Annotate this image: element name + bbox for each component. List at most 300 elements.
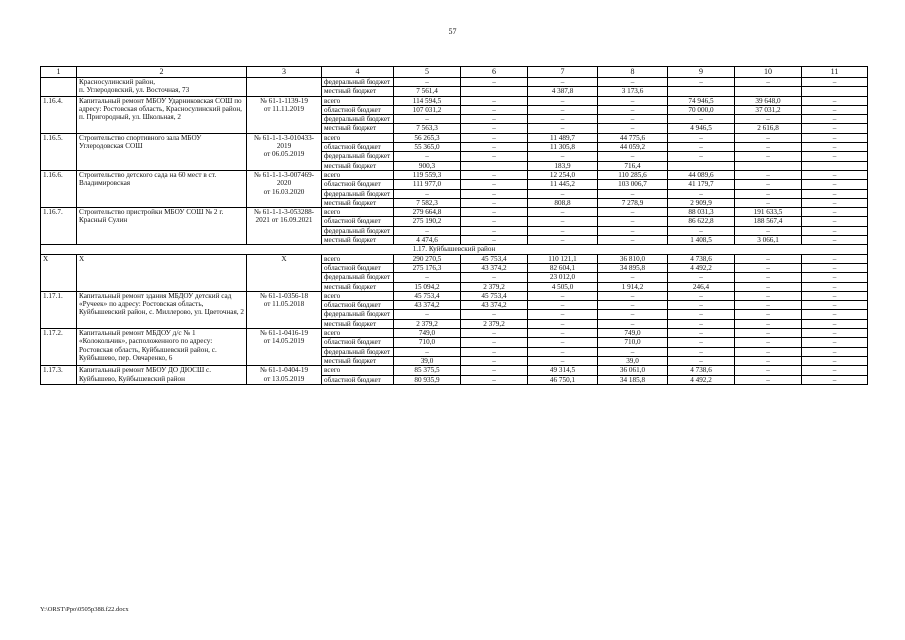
funding-source: всего (322, 133, 394, 142)
column-number-7: 7 (528, 67, 598, 78)
amount-cell: – (528, 347, 598, 356)
amount-cell: 44 775,6 (598, 133, 668, 142)
amount-cell: – (528, 236, 598, 245)
amount-cell: – (598, 273, 668, 282)
amount-cell: – (802, 347, 868, 356)
funding-source: всего (322, 96, 394, 105)
amount-cell: – (394, 347, 461, 356)
amount-cell: – (598, 291, 668, 300)
amount-cell: 290 270,5 (394, 254, 461, 263)
amount-cell (668, 161, 735, 170)
amount-cell: – (598, 124, 668, 133)
amount-cell: – (598, 226, 668, 235)
item-number: Х (41, 254, 77, 291)
amount-cell: 43 374,2 (461, 263, 528, 272)
amount-cell: 85 375,5 (394, 366, 461, 375)
funding-source: всего (322, 208, 394, 217)
amount-cell: – (461, 105, 528, 114)
section-title: 1.17. Куйбышевский район (41, 245, 868, 254)
amount-cell: – (598, 115, 668, 124)
item-name: Капитальный ремонт МБОУ ДО ДЮСШ с. Куйбышево, Куйбышевский район (77, 366, 247, 385)
amount-cell: – (598, 301, 668, 310)
funding-source: местный бюджет (322, 87, 394, 96)
amount-cell: 4 505,0 (528, 282, 598, 291)
amount-cell: – (735, 189, 802, 198)
amount-cell: – (528, 217, 598, 226)
table-row (41, 96, 868, 105)
funding-source: федеральный бюджет (322, 310, 394, 319)
table-row (41, 254, 868, 263)
amount-cell: 43 374,2 (394, 301, 461, 310)
amount-cell: – (802, 170, 868, 179)
amount-cell: – (802, 133, 868, 142)
amount-cell: 34 895,8 (598, 263, 668, 272)
amount-cell: – (394, 310, 461, 319)
amount-cell: – (528, 226, 598, 235)
item-document: № 61-1-1-3-007469-2020 от 16.03.2020 (247, 170, 322, 207)
amount-cell: – (802, 310, 868, 319)
amount-cell: – (394, 115, 461, 124)
amount-cell: – (528, 96, 598, 105)
item-number (41, 78, 77, 97)
funding-source: всего (322, 329, 394, 338)
amount-cell: – (735, 301, 802, 310)
amount-cell: 716,4 (598, 161, 668, 170)
funding-source: местный бюджет (322, 236, 394, 245)
amount-cell: – (802, 208, 868, 217)
amount-cell: 49 314,5 (528, 366, 598, 375)
amount-cell: 110 121,1 (528, 254, 598, 263)
amount-cell: 2 379,2 (461, 282, 528, 291)
table-row (41, 78, 868, 87)
funding-source: федеральный бюджет (322, 273, 394, 282)
amount-cell: 275 176,3 (394, 263, 461, 272)
amount-cell: 808,8 (528, 198, 598, 207)
item-name: Красносулинский район, п. Углеродовский, ул. Восточная, 73 (77, 78, 247, 97)
amount-cell: – (461, 189, 528, 198)
amount-cell: – (802, 105, 868, 114)
amount-cell: 1 914,2 (598, 282, 668, 291)
amount-cell: – (668, 310, 735, 319)
item-name: Капитальный ремонт МБОУ Ударниковская СОШ по адресу: Ростовская область, Красносулинский район, п. Пригородный, ул. Школьная, 2 (77, 96, 247, 133)
amount-cell: – (735, 198, 802, 207)
item-document: № 61-1-1139-19 от 11.11.2019 (247, 96, 322, 133)
amount-cell: 110 285,6 (598, 170, 668, 179)
amount-cell: – (528, 189, 598, 198)
item-name: Строительство детского сада на 60 мест в ст. Владимировская (77, 170, 247, 207)
amount-cell: – (528, 338, 598, 347)
amount-cell: – (598, 152, 668, 161)
table-row (41, 329, 868, 338)
amount-cell: – (802, 301, 868, 310)
column-number-5: 5 (394, 67, 461, 78)
amount-cell: – (802, 78, 868, 87)
amount-cell: 34 185,8 (598, 375, 668, 384)
amount-cell: 80 935,9 (394, 375, 461, 384)
amount-cell: 183,9 (528, 161, 598, 170)
amount-cell: 45 753,4 (394, 291, 461, 300)
amount-cell: 7 563,3 (394, 124, 461, 133)
amount-cell: 2 379,2 (394, 319, 461, 328)
amount-cell: – (668, 273, 735, 282)
amount-cell: – (528, 152, 598, 161)
amount-cell (668, 87, 735, 96)
amount-cell: 12 254,0 (528, 170, 598, 179)
funding-source: областной бюджет (322, 180, 394, 189)
amount-cell: – (528, 291, 598, 300)
amount-cell: – (735, 282, 802, 291)
amount-cell: – (735, 273, 802, 282)
item-document: № 61-1-0356-18 от 11.05.2018 (247, 291, 322, 328)
amount-cell: 45 753,4 (461, 254, 528, 263)
amount-cell: – (528, 124, 598, 133)
amount-cell: – (802, 226, 868, 235)
amount-cell: 44 059,2 (598, 143, 668, 152)
amount-cell: 4 474,6 (394, 236, 461, 245)
funding-source: местный бюджет (322, 282, 394, 291)
item-name: Строительство спортивного зала МБОУ Углеродовская СОШ (77, 133, 247, 170)
amount-cell: – (735, 115, 802, 124)
amount-cell: – (735, 254, 802, 263)
item-number: 1.16.6. (41, 170, 77, 207)
column-number-9: 9 (668, 67, 735, 78)
table-row (41, 133, 868, 142)
funding-source: областной бюджет (322, 217, 394, 226)
amount-cell: – (461, 356, 528, 365)
amount-cell: – (528, 78, 598, 87)
amount-cell: 23 012,0 (528, 273, 598, 282)
amount-cell: 900,3 (394, 161, 461, 170)
amount-cell: 1 408,5 (668, 236, 735, 245)
table-header-row (41, 67, 868, 78)
amount-cell: – (735, 170, 802, 179)
column-number-6: 6 (461, 67, 528, 78)
amount-cell: – (802, 152, 868, 161)
amount-cell: – (735, 291, 802, 300)
amount-cell: 2 616,8 (735, 124, 802, 133)
amount-cell: – (598, 319, 668, 328)
amount-cell: 45 753,4 (461, 291, 528, 300)
funding-source: местный бюджет (322, 198, 394, 207)
amount-cell: 11 305,8 (528, 143, 598, 152)
amount-cell: – (598, 105, 668, 114)
amount-cell: – (802, 329, 868, 338)
funding-source: всего (322, 291, 394, 300)
amount-cell: 188 567,4 (735, 217, 802, 226)
amount-cell: – (668, 152, 735, 161)
amount-cell: – (528, 105, 598, 114)
amount-cell: – (461, 208, 528, 217)
amount-cell (802, 87, 868, 96)
amount-cell: – (461, 329, 528, 338)
amount-cell: – (735, 356, 802, 365)
amount-cell: – (802, 273, 868, 282)
funding-source: областной бюджет (322, 143, 394, 152)
amount-cell: 119 559,3 (394, 170, 461, 179)
amount-cell: – (802, 263, 868, 272)
amount-cell: – (802, 236, 868, 245)
amount-cell: 749,0 (394, 329, 461, 338)
amount-cell: 3 173,6 (598, 87, 668, 96)
column-number-4: 4 (322, 67, 394, 78)
amount-cell: – (735, 263, 802, 272)
amount-cell: – (802, 254, 868, 263)
item-number: 1.17.2. (41, 329, 77, 366)
amount-cell: – (735, 152, 802, 161)
amount-cell: – (528, 356, 598, 365)
amount-cell: – (394, 273, 461, 282)
amount-cell: – (394, 152, 461, 161)
amount-cell: 44 089,6 (668, 170, 735, 179)
amount-cell: 4 738,6 (668, 366, 735, 375)
funding-source: всего (322, 170, 394, 179)
amount-cell: – (802, 291, 868, 300)
amount-cell: – (528, 310, 598, 319)
amount-cell: – (802, 319, 868, 328)
amount-cell: – (735, 78, 802, 87)
funding-source: федеральный бюджет (322, 226, 394, 235)
amount-cell: 7 278,9 (598, 198, 668, 207)
file-path-footer: Y:\ORST\Ppo\0505p388.f22.docx (40, 606, 129, 613)
amount-cell: 4 492,2 (668, 263, 735, 272)
table-row (41, 291, 868, 300)
section-row (41, 245, 868, 254)
amount-cell: – (461, 180, 528, 189)
amount-cell: 86 622,8 (668, 217, 735, 226)
amount-cell: – (668, 115, 735, 124)
amount-cell: – (528, 319, 598, 328)
amount-cell: – (461, 375, 528, 384)
amount-cell: 107 031,2 (394, 105, 461, 114)
amount-cell: – (528, 301, 598, 310)
amount-cell: 2 379,2 (461, 319, 528, 328)
table-row (41, 170, 868, 179)
item-document (247, 78, 322, 97)
amount-cell: 11 445,2 (528, 180, 598, 189)
amount-cell: – (528, 208, 598, 217)
funding-source: федеральный бюджет (322, 78, 394, 87)
amount-cell: – (461, 226, 528, 235)
amount-cell: 39 648,0 (735, 96, 802, 105)
amount-cell: – (598, 96, 668, 105)
amount-cell: 114 594,5 (394, 96, 461, 105)
amount-cell: 4 387,8 (528, 87, 598, 96)
amount-cell: 191 633,5 (735, 208, 802, 217)
amount-cell: – (461, 347, 528, 356)
funding-source: областной бюджет (322, 263, 394, 272)
amount-cell: – (461, 124, 528, 133)
amount-cell: – (598, 236, 668, 245)
amount-cell: 103 006,7 (598, 180, 668, 189)
amount-cell: – (668, 347, 735, 356)
amount-cell: – (461, 338, 528, 347)
funding-source: местный бюджет (322, 161, 394, 170)
amount-cell: – (802, 115, 868, 124)
amount-cell: 74 946,5 (668, 96, 735, 105)
amount-cell: – (668, 143, 735, 152)
item-number: 1.17.3. (41, 366, 77, 385)
amount-cell: – (461, 273, 528, 282)
amount-cell: – (461, 236, 528, 245)
item-name: Строительство пристройки МБОУ СОШ № 2 г. Красный Сулин (77, 208, 247, 245)
amount-cell: 246,4 (668, 282, 735, 291)
funding-source: федеральный бюджет (322, 347, 394, 356)
amount-cell: – (802, 180, 868, 189)
amount-cell: – (598, 189, 668, 198)
column-number-2: 2 (77, 67, 247, 78)
amount-cell: – (528, 115, 598, 124)
item-document: Х (247, 254, 322, 291)
amount-cell: 7 582,3 (394, 198, 461, 207)
amount-cell: – (668, 78, 735, 87)
amount-cell: – (735, 226, 802, 235)
amount-cell: – (598, 347, 668, 356)
item-name: Капитальный ремонт МБДОУ д/с № 1 «Колокольчик», расположенного по адресу: Ростовская область, Куйбышевский район, с. Куйбышево, пер. Овчаренко, 6 (77, 329, 247, 366)
amount-cell: 56 265,3 (394, 133, 461, 142)
amount-cell: 7 561,4 (394, 87, 461, 96)
amount-cell: 88 031,3 (668, 208, 735, 217)
funding-source: местный бюджет (322, 124, 394, 133)
amount-cell: 749,0 (598, 329, 668, 338)
amount-cell: – (668, 226, 735, 235)
amount-cell: – (461, 217, 528, 226)
amount-cell: – (461, 96, 528, 105)
amount-cell: 2 909,9 (668, 198, 735, 207)
amount-cell: 39,0 (598, 356, 668, 365)
amount-cell: – (802, 124, 868, 133)
table-row (41, 208, 868, 217)
amount-cell: – (598, 78, 668, 87)
amount-cell: – (802, 366, 868, 375)
amount-cell: – (461, 170, 528, 179)
column-number-3: 3 (247, 67, 322, 78)
funding-source: федеральный бюджет (322, 189, 394, 198)
funding-source: местный бюджет (322, 356, 394, 365)
amount-cell: – (461, 366, 528, 375)
amount-cell: – (735, 375, 802, 384)
item-number: 1.16.5. (41, 133, 77, 170)
amount-cell: 39,0 (394, 356, 461, 365)
amount-cell: 111 977,0 (394, 180, 461, 189)
page-number: 57 (448, 27, 457, 36)
amount-cell: – (735, 319, 802, 328)
funding-source: областной бюджет (322, 338, 394, 347)
amount-cell: 36 061,0 (598, 366, 668, 375)
amount-cell: 275 190,2 (394, 217, 461, 226)
amount-cell: – (394, 78, 461, 87)
funding-source: федеральный бюджет (322, 152, 394, 161)
amount-cell: 82 604,1 (528, 263, 598, 272)
amount-cell: – (528, 329, 598, 338)
amount-cell: – (668, 329, 735, 338)
column-number-1: 1 (41, 67, 77, 78)
item-document: № 61-1-1-3-053288-2021 от 16.09.2021 (247, 208, 322, 245)
amount-cell (802, 161, 868, 170)
item-name: Капитальный ремонт здания МБДОУ детский сад «Ручеек» по адресу: Ростовская область, Куйбышевский район, с. Миллерово, ул. Цветочная, 2 (77, 291, 247, 328)
amount-cell: – (668, 189, 735, 198)
amount-cell: – (735, 310, 802, 319)
amount-cell: – (668, 338, 735, 347)
item-number: 1.17.1. (41, 291, 77, 328)
amount-cell: – (394, 226, 461, 235)
funding-source: областной бюджет (322, 105, 394, 114)
amount-cell: – (802, 143, 868, 152)
amount-cell: – (802, 198, 868, 207)
amount-cell: – (735, 180, 802, 189)
amount-cell: – (735, 338, 802, 347)
item-name: Х (77, 254, 247, 291)
amount-cell: – (802, 217, 868, 226)
amount-cell: – (461, 133, 528, 142)
item-number: 1.16.7. (41, 208, 77, 245)
column-number-10: 10 (735, 67, 802, 78)
budget-table (40, 66, 868, 385)
column-number-11: 11 (802, 67, 868, 78)
amount-cell: 55 365,0 (394, 143, 461, 152)
amount-cell: – (668, 133, 735, 142)
amount-cell: – (735, 347, 802, 356)
amount-cell: – (802, 96, 868, 105)
amount-cell: – (735, 329, 802, 338)
funding-source: местный бюджет (322, 319, 394, 328)
amount-cell: 3 066,1 (735, 236, 802, 245)
column-number-8: 8 (598, 67, 668, 78)
amount-cell: 36 810,0 (598, 254, 668, 263)
funding-source: областной бюджет (322, 301, 394, 310)
item-document: № 61-1-0416-19 от 14.05.2019 (247, 329, 322, 366)
amount-cell: – (802, 356, 868, 365)
amount-cell: – (735, 133, 802, 142)
funding-source: всего (322, 366, 394, 375)
amount-cell: 710,0 (598, 338, 668, 347)
amount-cell (735, 161, 802, 170)
amount-cell (461, 161, 528, 170)
amount-cell: 11 489,7 (528, 133, 598, 142)
amount-cell: – (461, 310, 528, 319)
amount-cell: – (668, 356, 735, 365)
funding-source: областной бюджет (322, 375, 394, 384)
amount-cell: – (461, 78, 528, 87)
amount-cell: 4 492,2 (668, 375, 735, 384)
amount-cell: 41 179,7 (668, 180, 735, 189)
amount-cell: 4 738,6 (668, 254, 735, 263)
amount-cell: – (802, 189, 868, 198)
amount-cell: – (802, 338, 868, 347)
amount-cell: – (461, 198, 528, 207)
amount-cell: – (668, 291, 735, 300)
amount-cell: – (461, 143, 528, 152)
amount-cell: 46 750,1 (528, 375, 598, 384)
amount-cell: – (802, 282, 868, 291)
amount-cell: – (394, 189, 461, 198)
amount-cell: – (598, 208, 668, 217)
amount-cell: 37 031,2 (735, 105, 802, 114)
item-number: 1.16.4. (41, 96, 77, 133)
funding-source: федеральный бюджет (322, 115, 394, 124)
amount-cell (735, 87, 802, 96)
amount-cell: 4 946,5 (668, 124, 735, 133)
amount-cell: 710,0 (394, 338, 461, 347)
amount-cell: – (598, 310, 668, 319)
amount-cell: – (461, 152, 528, 161)
amount-cell: 70 000,0 (668, 105, 735, 114)
amount-cell: – (735, 143, 802, 152)
amount-cell: – (461, 115, 528, 124)
amount-cell: – (668, 301, 735, 310)
amount-cell: – (802, 375, 868, 384)
amount-cell: – (598, 217, 668, 226)
amount-cell: – (735, 366, 802, 375)
